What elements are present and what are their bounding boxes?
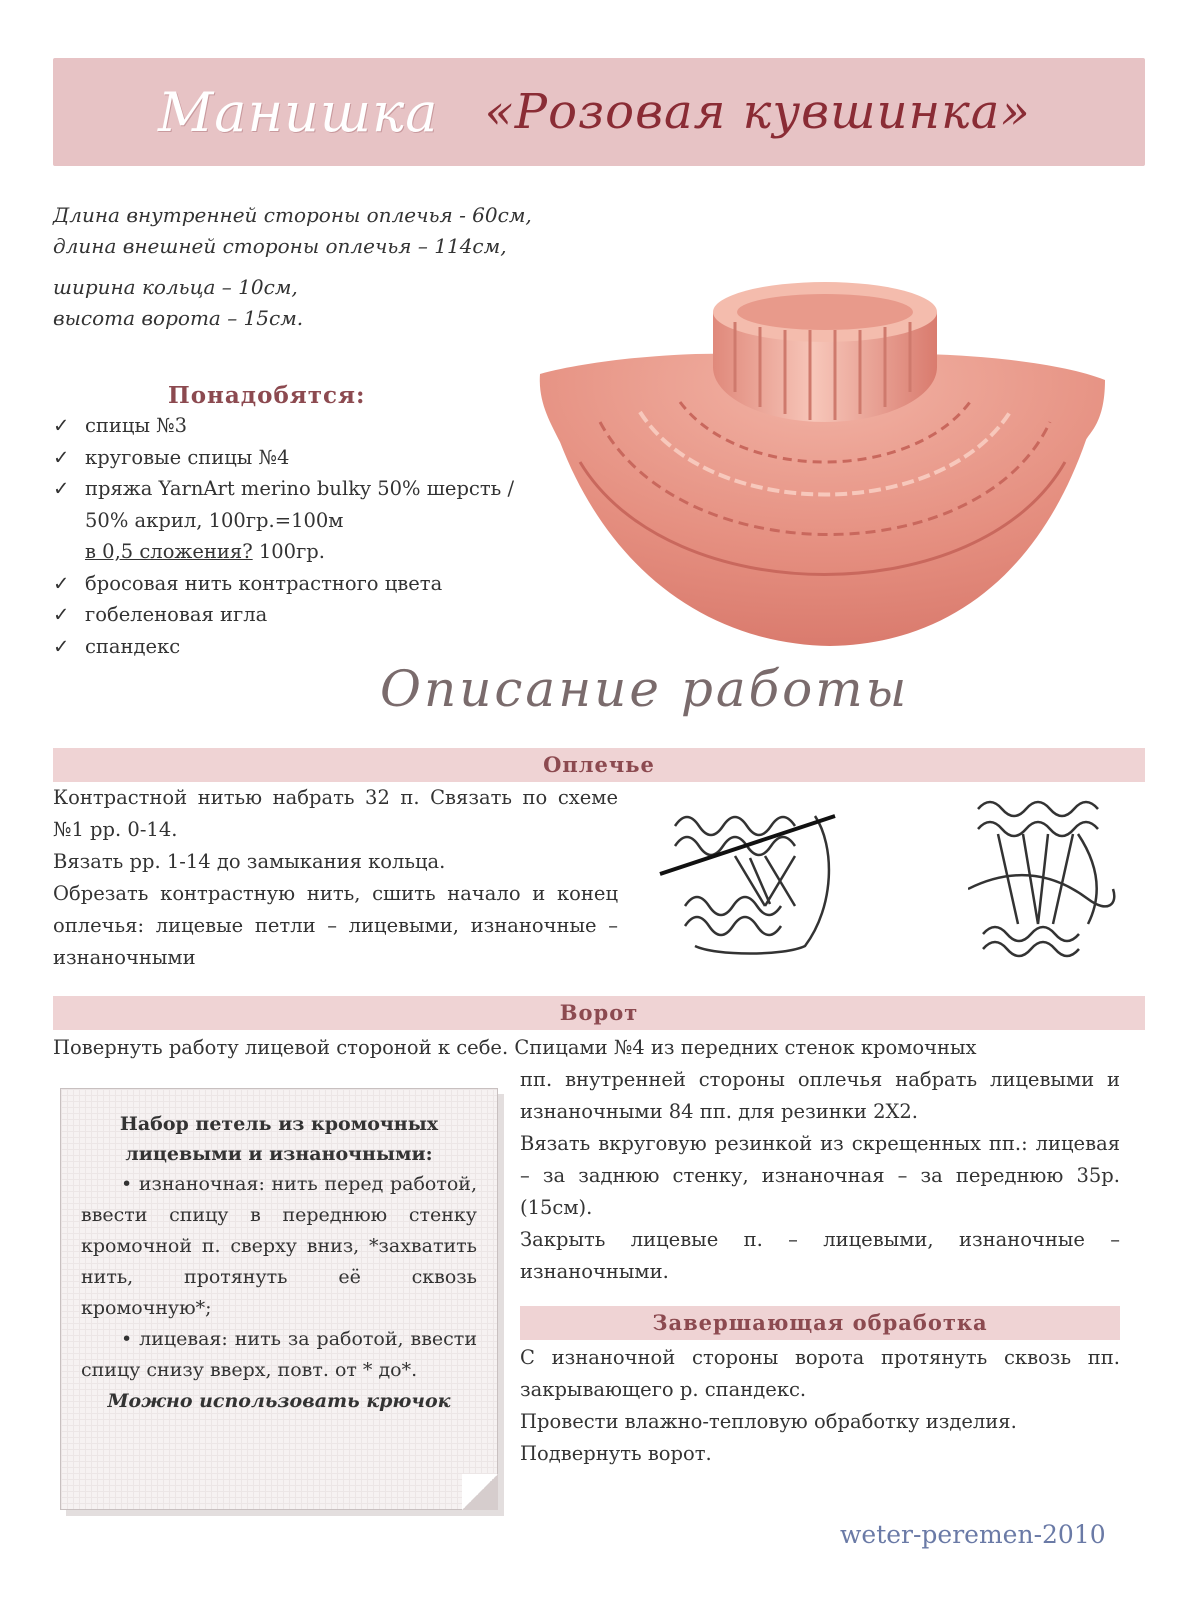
note-knit: • лицевая: нить за работой, ввести спицу снизу вверх, повт. от * до*.: [81, 1328, 477, 1381]
measurement-line: Длина внутренней стороны оплечья - 60см,: [53, 203, 532, 227]
stitch-diagram-left: [655, 796, 865, 961]
title-word-1: Манишка: [158, 80, 439, 144]
materials-title: Понадобятся:: [168, 382, 366, 409]
section-heading-finishing: Завершающая обработка: [520, 1306, 1120, 1340]
list-item: [53, 568, 523, 600]
paragraph: С изнаночной стороны ворота протянуть сквозь пп. закрывающего р. спандекс.: [520, 1346, 1120, 1401]
yarn-text: пряжа YarnArt merino bulky 50% шерсть / 50% акрил, 100гр.=100м: [85, 477, 515, 532]
description-title: Описание работы: [380, 660, 910, 718]
measurement-line: ширина кольца – 10см,: [53, 275, 298, 299]
measurement-line: высота ворота – 15см.: [53, 306, 304, 330]
check-icon: ✓: [53, 445, 70, 469]
note-purl: • изнаночная: нить перед работой, ввести спицу в переднюю стенку кромочной п. сверху вниз, *захватить нить, протянуть её сквозь кромочную*;: [81, 1173, 477, 1319]
paragraph: Обрезать контрастную нить, сшить начало и конец оплечья: лицевые петли – лицевыми, изнаночные – изнаночными: [53, 882, 618, 969]
paragraph: Вязать вкруговую резинкой из скрещенных пп.: лицевая – за заднюю стенку, изнаночная – за переднюю 35р. (15см).: [520, 1132, 1120, 1219]
list-item: [53, 442, 523, 474]
finishing-text: [520, 1342, 1120, 1470]
paragraph: Вязать рр. 1-14 до замыкания кольца.: [53, 850, 446, 873]
list-item: [53, 410, 523, 442]
material-text: бросовая нить контрастного цвета: [85, 571, 443, 595]
list-item: [53, 473, 523, 568]
footer-credit: weter-peremen-2010: [840, 1520, 1106, 1549]
list-item: [53, 599, 523, 631]
material-text: гобеленовая игла: [85, 603, 268, 626]
check-icon: ✓: [53, 414, 70, 437]
section-heading-shoulder: Оплечье: [53, 748, 1145, 782]
paragraph: Подвернуть ворот.: [520, 1442, 712, 1465]
shoulder-text: [53, 782, 618, 974]
yarn-underlined: в 0,5 сложения?: [85, 540, 253, 563]
note-title: Набор петель из кромочных лицевыми и изнаночными:: [119, 1113, 439, 1165]
note-content: [81, 1109, 477, 1417]
title-word-2: «Розовая кувшинка»: [484, 84, 1031, 140]
check-icon: ✓: [53, 477, 70, 500]
check-icon: ✓: [53, 603, 70, 626]
check-icon: ✓: [53, 634, 70, 658]
measurements: [53, 200, 593, 334]
check-icon: ✓: [53, 571, 70, 595]
collar-intro: Повернуть работу лицевой стороной к себе. Спицами №4 из передних стенок кромочных: [53, 1036, 977, 1059]
yarn-tail: 100гр.: [252, 540, 325, 563]
paragraph: Закрыть лицевые п. – лицевыми, изнаночные – изнаночными.: [520, 1228, 1120, 1283]
measurement-line: длина внешней стороны оплечья – 114см,: [53, 234, 507, 258]
paragraph: Контрастной нитью набрать 32 п. Связать по схеме №1 рр. 0-14.: [53, 786, 618, 841]
material-text: спицы №3: [85, 414, 188, 437]
material-text: круговые спицы №4: [85, 445, 290, 469]
list-item: [53, 631, 523, 663]
section-heading-collar: Ворот: [53, 996, 1145, 1030]
paragraph: пп. внутренней стороны оплечья набрать лицевыми и изнаночными 84 пп. для резинки 2Х2.: [520, 1068, 1120, 1123]
materials-list: [53, 410, 523, 662]
title-banner: [53, 58, 1145, 166]
product-photo: [530, 272, 1110, 652]
material-text: [85, 473, 523, 568]
stitch-diagram-right: [968, 794, 1118, 959]
page-curl-icon: [462, 1474, 498, 1510]
note-box: [60, 1088, 498, 1510]
material-text: спандекс: [85, 634, 181, 658]
paragraph: Провести влажно-тепловую обработку изделия.: [520, 1410, 1017, 1433]
collar-text: [520, 1064, 1120, 1288]
note-footnote: Можно использовать крючок: [107, 1390, 451, 1412]
